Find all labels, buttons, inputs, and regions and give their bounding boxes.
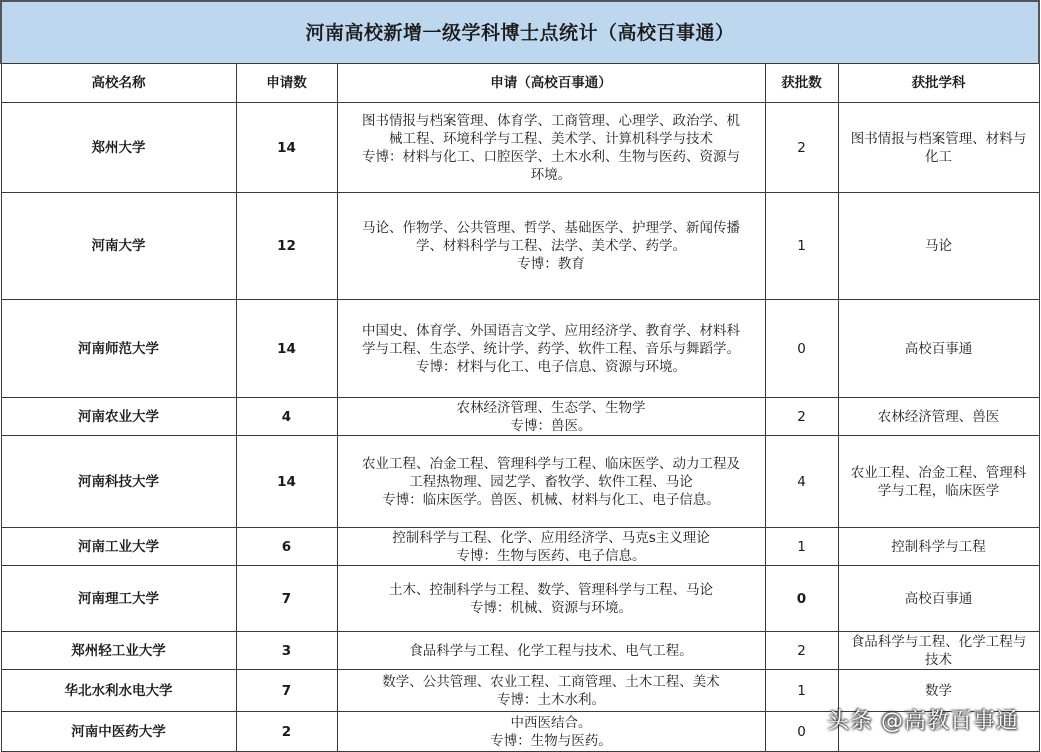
applied-subjects-line: 中国史、体育学、外国语言文学、应用经济学、教育学、材料科 bbox=[362, 322, 740, 339]
school-name: 河南理工大学 bbox=[1, 566, 236, 632]
approved-subjects-line: 农林经济管理、兽医 bbox=[877, 408, 1000, 425]
approved-subjects bbox=[838, 103, 1039, 193]
applied-subjects bbox=[337, 398, 765, 436]
school-name: 河南中医药大学 bbox=[1, 712, 236, 752]
applied-subjects-line: 专博：兽医。 bbox=[510, 417, 592, 434]
approved-subjects bbox=[838, 566, 1039, 632]
approved-subjects-line: 食品科学与工程、化学工程与 bbox=[850, 633, 1027, 650]
applied-subjects bbox=[337, 103, 765, 193]
applied-subjects-line: 学与工程、生态学、统计学、药学、软件工程、音乐与舞蹈学。 bbox=[362, 340, 740, 357]
approved-count: 2 bbox=[765, 103, 838, 193]
applied-subjects-line: 学、材料科学与工程、法学、美术学、药学。 bbox=[416, 238, 686, 254]
watermark: 头条 @高教百事通 bbox=[827, 709, 1019, 734]
applied-subjects-line: 专博：生物与医药、电子信息。 bbox=[456, 547, 646, 564]
applied-subjects bbox=[337, 670, 765, 712]
table-body bbox=[1, 103, 1039, 752]
header-row bbox=[1, 64, 1039, 103]
approved-count: 0 bbox=[765, 712, 838, 752]
applied-subjects bbox=[337, 193, 765, 300]
applied-subjects-line: 专博：机械、资源与环境。 bbox=[470, 599, 632, 616]
applied-subjects bbox=[337, 528, 765, 566]
school-name: 郑州大学 bbox=[1, 103, 236, 193]
approved-subjects bbox=[838, 300, 1039, 398]
approved-subjects-line: 高校百事通 bbox=[904, 340, 973, 357]
applied-subjects-line: 中西医结合。 bbox=[510, 714, 592, 731]
applied-count: 7 bbox=[236, 566, 337, 632]
applied-subjects-line: 环境。 bbox=[530, 166, 572, 183]
applied-subjects-line: 专博：材料与化工、口腔医学、土木水利、生物与医药、资源与 bbox=[362, 148, 740, 165]
applied-count: 14 bbox=[236, 103, 337, 193]
applied-subjects-line: 工程热物理、园艺学、畜牧学、软件工程、马论 bbox=[409, 473, 693, 490]
applied-subjects bbox=[337, 300, 765, 398]
applied-subjects-line: 专博：生物与医药。 bbox=[490, 732, 612, 749]
approved-count: 0 bbox=[765, 566, 838, 632]
applied-subjects-line: 图书情报与档案管理、体育学、工商管理、心理学、政治学、机 bbox=[362, 112, 740, 129]
table-row bbox=[1, 632, 1039, 670]
approved-subjects-line: 学与工程，临床医学 bbox=[877, 482, 1000, 499]
applied-subjects-line: 控制科学与工程、化学、应用经济学、马克s主义理论 bbox=[392, 529, 710, 546]
table-row bbox=[1, 528, 1039, 566]
approved-count: 2 bbox=[765, 398, 838, 436]
applied-subjects-line: 专博：土木水利。 bbox=[497, 691, 605, 708]
approved-subjects-line: 控制科学与工程 bbox=[891, 538, 986, 555]
applied-count: 6 bbox=[236, 528, 337, 566]
page-title: 河南高校新增一级学科博士点统计（高校百事通） bbox=[1, 1, 1039, 64]
school-name: 河南师范大学 bbox=[1, 300, 236, 398]
applied-subjects-line: 械工程、环境科学与工程、美术学、计算机科学与技术 bbox=[389, 130, 713, 147]
applied-subjects-line: 土木、控制科学与工程、数学、管理科学与工程、马论 bbox=[389, 581, 713, 598]
approved-subjects-line: 马论 bbox=[925, 238, 953, 254]
approved-count: 2 bbox=[765, 632, 838, 670]
applied-subjects-line: 农林经济管理、生态学、生物学 bbox=[456, 399, 646, 416]
school-name: 郑州轻工业大学 bbox=[1, 632, 236, 670]
applied-subjects-line: 专博：教育 bbox=[517, 256, 585, 272]
applied-subjects bbox=[337, 712, 765, 752]
school-name: 河南农业大学 bbox=[1, 398, 236, 436]
approved-subjects-line: 化工 bbox=[925, 148, 953, 165]
applied-subjects-line: 马论、作物学、公共管理、哲学、基础医学、护理学、新闻传播 bbox=[362, 220, 740, 236]
table-row bbox=[1, 103, 1039, 193]
applied-subjects-line: 数学、公共管理、农业工程、工商管理、土木工程、美术 bbox=[382, 673, 720, 690]
applied-subjects bbox=[337, 566, 765, 632]
school-name: 河南科技大学 bbox=[1, 436, 236, 528]
applied-count: 4 bbox=[236, 398, 337, 436]
approved-subjects bbox=[838, 632, 1039, 670]
applied-subjects-line: 专博：临床医学。兽医、机械、材料与化工、电子信息。 bbox=[382, 491, 720, 508]
applied-subjects-line: 农业工程、冶金工程、管理科学与工程、临床医学、动力工程及 bbox=[362, 455, 740, 472]
approved-subjects bbox=[838, 436, 1039, 528]
approved-count: 0 bbox=[765, 300, 838, 398]
approved-subjects bbox=[838, 398, 1039, 436]
applied-count: 14 bbox=[236, 436, 337, 528]
header-school: 高校名称 bbox=[1, 64, 236, 103]
approved-count: 1 bbox=[765, 528, 838, 566]
approved-count: 1 bbox=[765, 193, 838, 300]
school-name: 河南大学 bbox=[1, 193, 236, 300]
applied-subjects-line: 专博：材料与化工、电子信息、资源与环境。 bbox=[416, 358, 686, 375]
header-applied: 申请（高校百事通） bbox=[337, 64, 765, 103]
table-row bbox=[1, 300, 1039, 398]
approved-subjects-line: 农业工程、冶金工程、管理科 bbox=[850, 464, 1027, 481]
applied-subjects bbox=[337, 436, 765, 528]
applied-count: 7 bbox=[236, 670, 337, 712]
approved-subjects bbox=[838, 528, 1039, 566]
table-row bbox=[1, 398, 1039, 436]
applied-count: 14 bbox=[236, 300, 337, 398]
school-name: 河南工业大学 bbox=[1, 528, 236, 566]
header-count: 申请数 bbox=[236, 64, 337, 103]
applied-subjects bbox=[337, 632, 765, 670]
applied-subjects-line: 食品科学与工程、化学工程与技术、电气工程。 bbox=[409, 642, 693, 659]
approved-subjects bbox=[838, 193, 1039, 300]
approved-count: 4 bbox=[765, 436, 838, 528]
school-name: 华北水利水电大学 bbox=[1, 670, 236, 712]
applied-count: 2 bbox=[236, 712, 337, 752]
approved-subjects-line: 图书情报与档案管理、材料与 bbox=[850, 130, 1027, 147]
table-row bbox=[1, 193, 1039, 300]
approved-subjects-line: 数学 bbox=[925, 682, 953, 699]
approved-count: 1 bbox=[765, 670, 838, 712]
header-approved-subjects: 获批学科 bbox=[838, 64, 1039, 103]
approved-subjects-line: 高校百事通 bbox=[904, 590, 973, 607]
table-row bbox=[1, 436, 1039, 528]
applied-count: 3 bbox=[236, 632, 337, 670]
title-row bbox=[1, 1, 1039, 64]
approved-subjects-line: 技术 bbox=[925, 651, 953, 668]
table-row bbox=[1, 566, 1039, 632]
applied-count: 12 bbox=[236, 193, 337, 300]
header-approved-count: 获批数 bbox=[765, 64, 838, 103]
